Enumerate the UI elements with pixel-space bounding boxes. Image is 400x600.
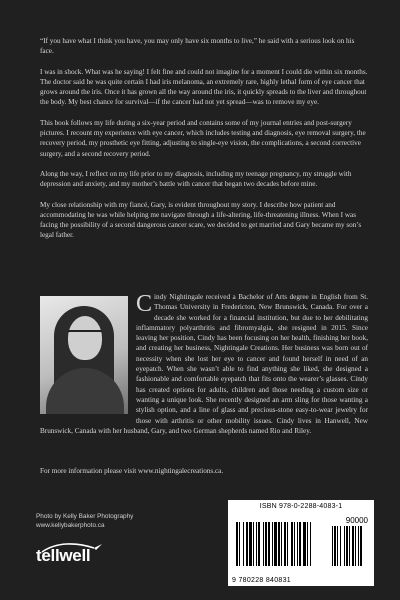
photo-credit-name: Photo by Kelly Baker Photography bbox=[36, 513, 134, 520]
blurb-paragraph-5: My close relationship with my fiancé, Gary, is evident throughout my story. I describe how patient and accommodating he was while helping me navigate through a life-altering, life-threatening illness. When I was facing the possibility of a second dangerous cancer scare, we decided to get married and Gary became my son’s legal father. bbox=[40, 200, 362, 240]
publisher-logo-text: tellwell bbox=[36, 546, 91, 565]
back-cover-blurb bbox=[40, 36, 368, 251]
blurb-paragraph-3: This book follows my life during a six-year period and contains some of my journal entries and post-surgery pictures. I recount my experience with eye cancer, which includes testing and diagnosis, eye removal surgery, the recovery period, my prosthetic eye fitting, adjusting to single-eye vision, the complications, a second corrective surgery, and a second recovery period. bbox=[40, 118, 366, 158]
author-bio-section bbox=[40, 292, 368, 436]
blurb-paragraph-1: “If you have what I think you have, you may only have six months to live,” he said with a serious look on his face. bbox=[40, 37, 355, 56]
price-code: 90000 bbox=[345, 516, 368, 525]
bio-text: indy Nightingale received a Bachelor of Arts degree in English from St. Thomas University in Fredericton, New Brunswick, Canada. For over a decade she worked for a financial institution, but due to her debilitating inflammatory polyarthritis and fibromyalgia, she resigned in 2015. Since leaving her position, Cindy has been focusing on her health, finishing her book, and creating her business, Nightingale Creations. Her business was born out of necessity when she lost her eye to cancer and found herself in need of an eyepatch. When she wasn’t able to find anything she liked, she designed a fashionable and comfortable eyepatch that fits onto the wearer’s glasses. Cindy has created options for adults, children and those needing a custom size or wanting a unique look. She recently designed an arm sling for those wanting a stylish option, and a line of glass and precious-stone easy-to-wear jewelry for those with arthritis or other mobility issues. Cindy lives in Hanwell, New Brunswick, Canada with her husband, Gary, and two German shepherds named Rio and Riley. bbox=[40, 293, 368, 435]
photo-credit bbox=[36, 512, 133, 530]
isbn-barcode bbox=[228, 500, 374, 586]
barcode-digits: 9 780228 840831 bbox=[232, 577, 291, 584]
blurb-paragraph-2: I was in shock. What was he saying! I felt fine and could not imagine for a moment I could die within six months. The doctor said he was quite certain I had iris melanoma, an extremely rare, highly lethal form of eye cancer that grows around the iris. Once it has grown all the way around the iris, it quickly spreads to the liver and throughout the body. My best chance for survival—if the cancer had not yet spread—was to remove my eye. bbox=[40, 67, 368, 107]
more-info-line: For more information please visit www.nightingalecreations.ca. bbox=[40, 467, 224, 475]
bio-dropcap: C bbox=[136, 291, 153, 317]
photo-credit-url: www.kellybakerphoto.ca bbox=[36, 522, 105, 529]
barcode-bars-icon bbox=[236, 514, 368, 572]
blurb-paragraph-4: Along the way, I reflect on my life prior to my diagnosis, including my teenage pregnancy, my struggle with depression and anxiety, and my mother’s battle with cancer that began two decades before mine. bbox=[40, 169, 352, 189]
publisher-logo bbox=[36, 540, 116, 574]
author-photo bbox=[40, 296, 128, 414]
isbn-number: ISBN 978-0-2288-4083-1 bbox=[259, 503, 343, 510]
